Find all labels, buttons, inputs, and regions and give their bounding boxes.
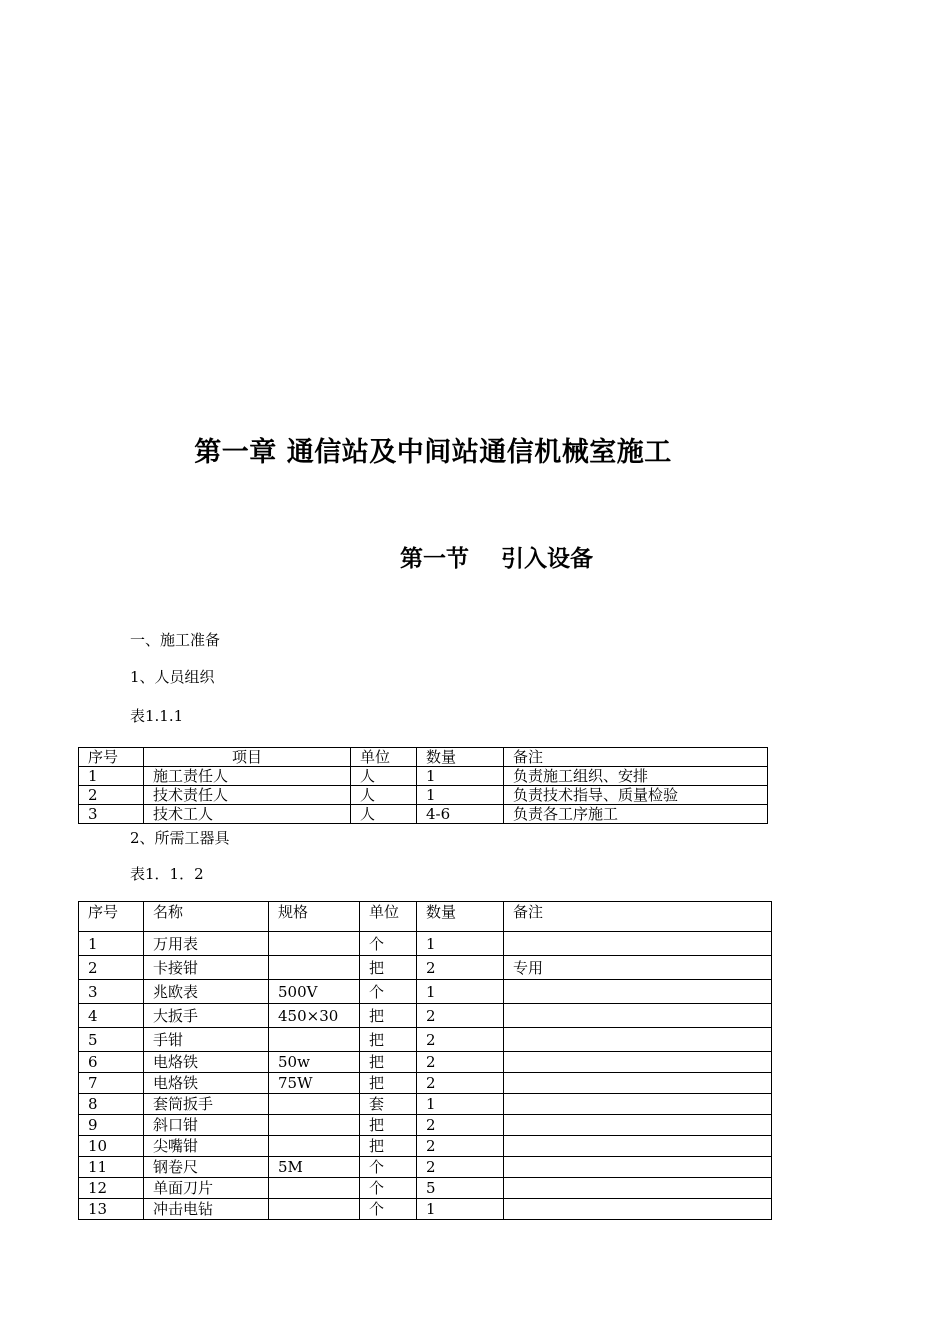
table-cell: 2 (79, 956, 144, 980)
table-cell: 4-6 (417, 805, 504, 824)
table-cell: 人 (351, 805, 417, 824)
table-cell: 单面刀片 (144, 1178, 269, 1199)
table-cell: 2 (417, 956, 504, 980)
table-cell: 把 (360, 1052, 417, 1073)
header-cell: 序号 (79, 902, 144, 932)
table-cell: 个 (360, 980, 417, 1004)
table2-caption: 表1．1．2 (130, 865, 204, 883)
table-cell: 2 (417, 1052, 504, 1073)
table-cell: 个 (360, 932, 417, 956)
table-cell (504, 1004, 772, 1028)
section-title: 第一节 引入设备 (400, 546, 594, 572)
header-cell: 序号 (79, 748, 144, 767)
table-cell: 75W (269, 1073, 360, 1094)
table-cell: 手钳 (144, 1028, 269, 1052)
table-header-row (79, 748, 768, 767)
table-cell: 4 (79, 1004, 144, 1028)
table-row (79, 1052, 772, 1073)
table-cell: 1 (79, 767, 144, 786)
table-cell (269, 1094, 360, 1115)
table-cell: 个 (360, 1157, 417, 1178)
table-cell (504, 1178, 772, 1199)
table-cell: 7 (79, 1073, 144, 1094)
header-cell: 数量 (417, 748, 504, 767)
table-cell: 技术工人 (144, 805, 351, 824)
table-row (79, 767, 768, 786)
table-cell: 11 (79, 1157, 144, 1178)
table-cell (269, 1115, 360, 1136)
table-cell: 1 (79, 932, 144, 956)
table-cell: 5 (79, 1028, 144, 1052)
heading-staff-organization: 1、人员组织 (130, 668, 215, 686)
table-row (79, 1199, 772, 1220)
table-cell: 人 (351, 767, 417, 786)
table-cell: 负责各工序施工 (504, 805, 768, 824)
table-cell: 专用 (504, 956, 772, 980)
table-cell: 把 (360, 1028, 417, 1052)
table-cell: 5 (417, 1178, 504, 1199)
table-row (79, 786, 768, 805)
table-cell: 把 (360, 956, 417, 980)
table-cell: 2 (79, 786, 144, 805)
table-row (79, 1028, 772, 1052)
table-cell: 钢卷尺 (144, 1157, 269, 1178)
table-cell (504, 1052, 772, 1073)
table-cell: 冲击电钻 (144, 1199, 269, 1220)
staff-table (78, 747, 768, 824)
table-cell: 8 (79, 1094, 144, 1115)
table-cell: 12 (79, 1178, 144, 1199)
header-cell: 规格 (269, 902, 360, 932)
heading-preparation: 一、施工准备 (130, 631, 221, 649)
table-cell (269, 956, 360, 980)
table-cell (504, 980, 772, 1004)
header-cell: 备注 (504, 902, 772, 932)
table-cell (504, 1028, 772, 1052)
table-cell: 2 (417, 1004, 504, 1028)
table-cell: 兆欧表 (144, 980, 269, 1004)
table-cell: 9 (79, 1115, 144, 1136)
table-cell: 卡接钳 (144, 956, 269, 980)
table1-caption: 表1.1.1 (130, 707, 184, 725)
header-cell: 单位 (351, 748, 417, 767)
table-cell: 5M (269, 1157, 360, 1178)
table-cell (269, 932, 360, 956)
table-cell: 斜口钳 (144, 1115, 269, 1136)
table-cell: 尖嘴钳 (144, 1136, 269, 1157)
table-cell: 1 (417, 980, 504, 1004)
table-cell (504, 932, 772, 956)
table-cell: 万用表 (144, 932, 269, 956)
table-cell: 2 (417, 1157, 504, 1178)
header-cell: 名称 (144, 902, 269, 932)
chapter-title: 第一章 通信站及中间站通信机械室施工 (194, 437, 672, 468)
table-cell: 把 (360, 1073, 417, 1094)
table-cell: 3 (79, 805, 144, 824)
header-cell: 数量 (417, 902, 504, 932)
table-cell: 人 (351, 786, 417, 805)
table-cell: 13 (79, 1199, 144, 1220)
table-cell: 技术责任人 (144, 786, 351, 805)
table-cell (269, 1178, 360, 1199)
table-cell: 把 (360, 1136, 417, 1157)
table-cell (504, 1115, 772, 1136)
table-cell (269, 1199, 360, 1220)
table-cell (504, 1094, 772, 1115)
table-row (79, 1115, 772, 1136)
header-cell: 备注 (504, 748, 768, 767)
table-cell: 套筒扳手 (144, 1094, 269, 1115)
table-row (79, 932, 772, 956)
table-cell: 个 (360, 1178, 417, 1199)
table-cell: 把 (360, 1004, 417, 1028)
tools-table (78, 901, 772, 1220)
table-cell: 450×30 (269, 1004, 360, 1028)
table-cell (269, 1028, 360, 1052)
heading-tools: 2、所需工器具 (130, 829, 230, 847)
table-cell (504, 1136, 772, 1157)
table-cell: 1 (417, 932, 504, 956)
table-cell (504, 1073, 772, 1094)
table-cell: 2 (417, 1115, 504, 1136)
header-cell: 单位 (360, 902, 417, 932)
table-cell (504, 1199, 772, 1220)
table-row (79, 1178, 772, 1199)
table-cell: 电烙铁 (144, 1052, 269, 1073)
table-header-row (79, 902, 772, 932)
table-row (79, 1073, 772, 1094)
table-row (79, 956, 772, 980)
table-cell (269, 1136, 360, 1157)
table-cell: 50w (269, 1052, 360, 1073)
table-cell: 1 (417, 1199, 504, 1220)
table-cell: 把 (360, 1115, 417, 1136)
table-cell: 套 (360, 1094, 417, 1115)
table-cell: 10 (79, 1136, 144, 1157)
table-cell: 1 (417, 767, 504, 786)
table-cell: 电烙铁 (144, 1073, 269, 1094)
table-row (79, 980, 772, 1004)
table-cell: 施工责任人 (144, 767, 351, 786)
table-cell: 1 (417, 1094, 504, 1115)
table-cell: 500V (269, 980, 360, 1004)
table-row (79, 1136, 772, 1157)
table-cell: 负责施工组织、安排 (504, 767, 768, 786)
table-cell: 负责技术指导、质量检验 (504, 786, 768, 805)
table-cell: 3 (79, 980, 144, 1004)
table-row (79, 1004, 772, 1028)
table-cell: 个 (360, 1199, 417, 1220)
table-cell (504, 1157, 772, 1178)
header-cell: 项目 (144, 748, 351, 767)
table-cell: 6 (79, 1052, 144, 1073)
table-cell: 1 (417, 786, 504, 805)
table-cell: 2 (417, 1136, 504, 1157)
table-row (79, 1094, 772, 1115)
table-cell: 2 (417, 1028, 504, 1052)
table-cell: 大扳手 (144, 1004, 269, 1028)
table-row (79, 805, 768, 824)
table-cell: 2 (417, 1073, 504, 1094)
table-row (79, 1157, 772, 1178)
